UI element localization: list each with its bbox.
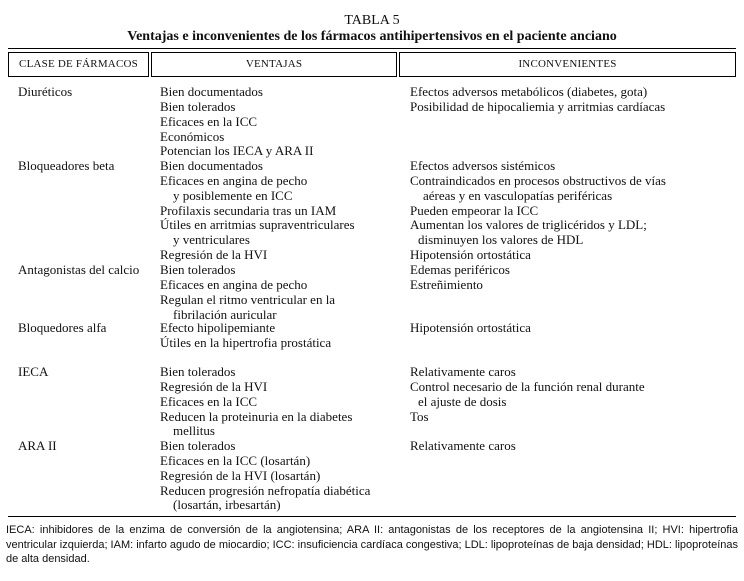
inconveniente-item: Tos — [410, 408, 429, 424]
ventaja-item: Regresión de la HVI — [160, 247, 268, 263]
inconveniente-item: Aumentan los valores de triglicéridos y LDL; — [410, 217, 647, 233]
ventaja-item: Reducen progresión nefropatía diabética — [160, 482, 371, 498]
inconveniente-item: Posibilidad de hipocaliemia y arritmias cardíacas — [410, 98, 666, 114]
ventaja-item: Eficaces en angina de pecho — [160, 172, 308, 188]
row-ieca-ventajas — [160, 365, 352, 439]
table-footnote: IECA: inhibidores de la enzima de conversión de la angiotensina; ARA II: antagonistas de los receptores de la angiotensina II; HVI: hipertrofia ventricular izquierda; IAM: infarto agudo de miocardio; ICC: insuficiencia cardíaca congestiva; LDL: lipoproteínas de baja densidad; HDL: lipoproteínas de alta densidad. — [6, 524, 738, 565]
inconveniente-item: Hipotensión ortostática — [410, 247, 531, 263]
row-ieca-inconvenientes — [410, 365, 645, 424]
row-diureticos-ventajas — [160, 85, 313, 159]
row-bloquedores-alfa-clase: Bloquedores alfa — [18, 320, 107, 335]
inconveniente-item: el ajuste de dosis — [418, 393, 507, 409]
inconveniente-item: Pueden empeorar la ICC — [410, 202, 539, 218]
ventaja-item: Económicos — [160, 128, 225, 144]
row-bloqueadores-beta-ventajas — [160, 159, 355, 263]
ventaja-item: Bien tolerados — [160, 438, 236, 453]
ventaja-item: Efecto hipolipemiante — [160, 320, 276, 335]
row-diureticos-clase: Diuréticos — [18, 84, 73, 99]
row-antagonistas-calcio-clase: Antagonistas del calcio — [18, 262, 140, 277]
ventaja-item: Eficaces en la ICC — [160, 393, 258, 409]
ventaja-item: Eficaces en la ICC (losartán) — [160, 452, 311, 468]
row-antagonistas-calcio-inconvenientes — [410, 263, 510, 293]
ventaja-item: Potencian los IECA y ARA II — [160, 143, 314, 159]
inconveniente-item: Efectos adversos metabólicos (diabetes, gota) — [410, 84, 648, 99]
inconveniente-item: Efectos adversos sistémicos — [410, 158, 556, 173]
row-bloqueadores-beta-inconvenientes — [410, 159, 666, 263]
header-inconvenientes: INCONVENIENTES — [399, 52, 736, 77]
inconveniente-item: Control necesario de la función renal durante — [410, 378, 645, 394]
ventaja-item: Regresión de la HVI (losartán) — [160, 467, 321, 483]
row-ieca-clase: IECA — [18, 364, 49, 379]
ventaja-item: Bien tolerados — [160, 262, 236, 277]
row-diureticos-inconvenientes — [410, 85, 665, 115]
inconveniente-item: Estreñimiento — [410, 276, 483, 292]
ventaja-item: Eficaces en la ICC — [160, 113, 258, 129]
ventaja-item: Regulan el ritmo ventricular en la — [160, 291, 336, 307]
ventaja-item: Profilaxis secundaria tras un IAM — [160, 202, 337, 218]
header-clase-de-farmacos: CLASE DE FÁRMACOS — [8, 52, 149, 77]
inconveniente-item: aéreas y en vasculopatías periféricas — [423, 187, 613, 203]
table-title: Ventajas e inconvenientes de los fármacos antihipertensivos en el paciente anciano — [127, 29, 617, 44]
bottom-rule — [8, 516, 736, 517]
row-ara-ii-inconvenientes — [410, 439, 516, 454]
inconveniente-item: Hipotensión ortostática — [410, 320, 531, 335]
ventaja-item: Regresión de la HVI — [160, 378, 268, 394]
ventaja-item: Bien documentados — [160, 158, 263, 173]
ventaja-item: Bien tolerados — [160, 98, 236, 114]
inconveniente-item: Edemas periféricos — [410, 262, 510, 277]
ventaja-item: Eficaces en angina de pecho — [160, 276, 308, 292]
row-ara-ii-clase: ARA II — [18, 438, 57, 453]
row-bloqueadores-beta-clase: Bloqueadores beta — [18, 158, 115, 173]
inconveniente-item: Relativamente caros — [410, 364, 516, 379]
inconveniente-item: Contraindicados en procesos obstructivos de vías — [410, 172, 666, 188]
top-rule — [8, 48, 736, 49]
ventaja-item: (losartán, irbesartán) — [173, 497, 281, 513]
ventaja-item: Útiles en la hipertrofia prostática — [160, 334, 332, 350]
ventaja-item: Útiles en arritmias supraventriculares — [160, 217, 355, 233]
row-bloquedores-alfa-inconvenientes — [410, 321, 531, 336]
table-label: TABLA 5 — [344, 13, 400, 28]
ventaja-item: Bien documentados — [160, 84, 263, 99]
header-ventajas: VENTAJAS — [151, 52, 397, 77]
ventaja-item: Bien tolerados — [160, 364, 236, 379]
row-ara-ii-ventajas — [160, 439, 370, 513]
ventaja-item: fibrilación auricular — [173, 306, 277, 322]
row-antagonistas-calcio-ventajas — [160, 263, 335, 322]
ventaja-item: Reducen la proteinuria en la diabetes — [160, 408, 353, 424]
ventaja-item: y posiblemente en ICC — [173, 187, 293, 203]
row-bloquedores-alfa-ventajas — [160, 321, 331, 351]
inconveniente-item: disminuyen los valores de HDL — [418, 232, 584, 248]
inconveniente-item: Relativamente caros — [410, 438, 516, 453]
ventaja-item: y ventriculares — [173, 232, 250, 248]
ventaja-item: mellitus — [173, 423, 215, 439]
